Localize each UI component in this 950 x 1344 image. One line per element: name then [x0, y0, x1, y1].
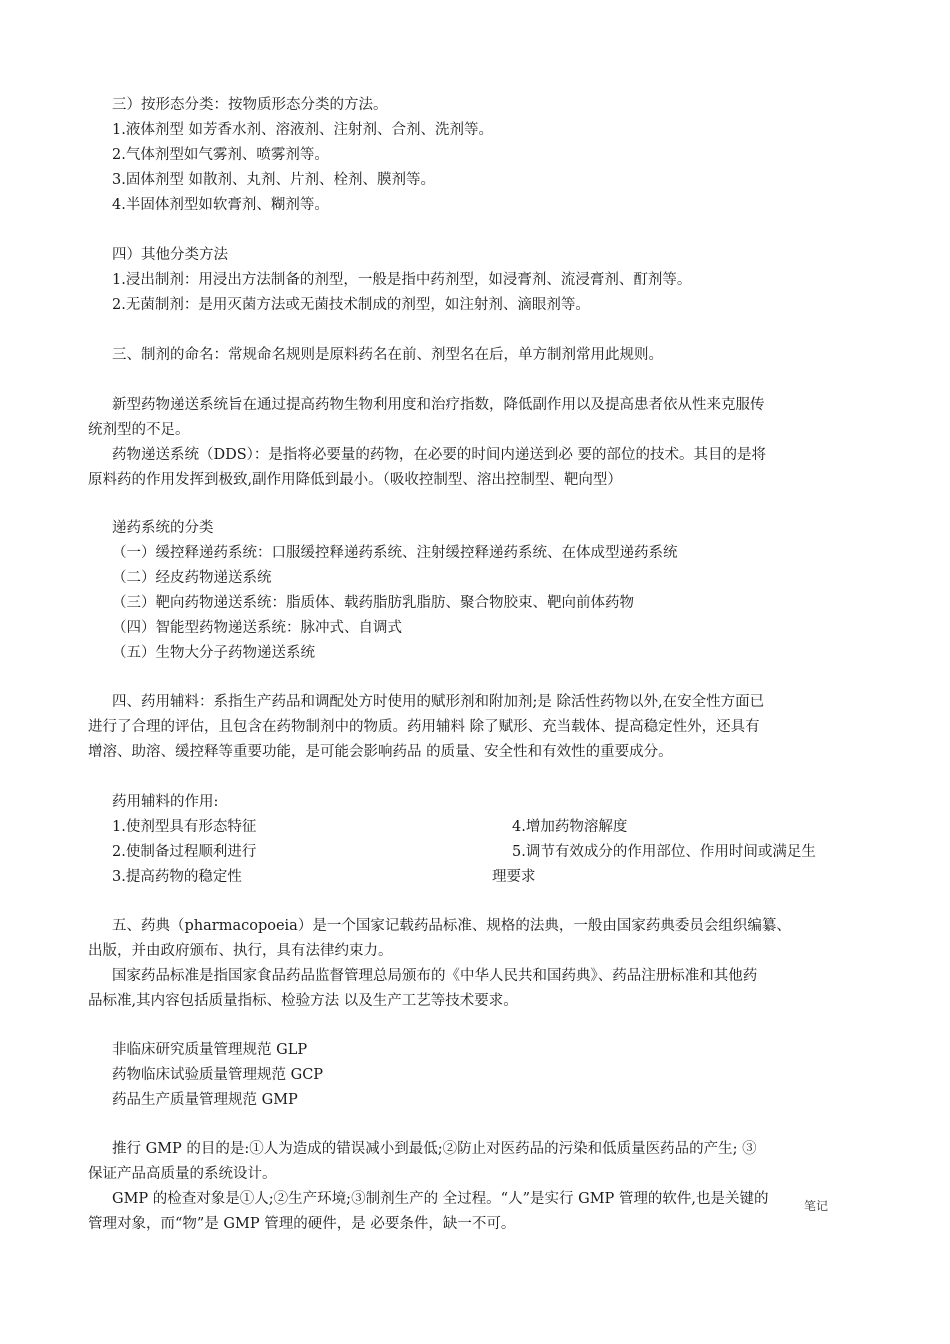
list-item: 1.液体剂型 如芳香水剂、溶液剂、注射剂、合剂、洗剂等。: [112, 122, 493, 138]
list-item: 1.使剂型具有形态特征: [112, 819, 257, 835]
list-item: 2.使制备过程顺利进行: [112, 844, 257, 860]
dds-types-heading: 递药系统的分类: [112, 520, 214, 536]
list-item: 4.增加药物溶解度: [512, 819, 628, 835]
list-item: （一）缓控释递药系统：口服缓控释递药系统、注射缓控释递药系统、在体成型递药系统: [112, 545, 678, 561]
national-standard-line-2: 品标准,其内容包括质量指标、检验方法 以及生产工艺等技术要求。: [88, 993, 518, 1009]
list-item: 3.提高药物的稳定性: [112, 869, 242, 885]
list-item: （三）靶向药物递送系统：脂质体、载药脂肪乳脂肪、聚合物胶束、靶向前体药物: [112, 595, 634, 611]
pharmacopoeia-line-2: 出版，并由政府颁布、执行，具有法律约束力。: [88, 943, 393, 959]
gmp-purpose-line-2: 保证产品高质量的系统设计。: [88, 1166, 277, 1182]
practice-glp: 非临床研究质量管理规范 GLP: [112, 1042, 308, 1058]
practice-gcp: 药物临床试验质量管理规范 GCP: [112, 1067, 324, 1083]
dds-definition-line-1: 药物递送系统（DDS）：是指将必要量的药物，在必要的时间内递送到必 要的部位的技术。其目的是将: [112, 447, 767, 463]
list-item: 5.调节有效成分的作用部位、作用时间或满足生: [512, 844, 816, 860]
list-item: 1.浸出制剂：用浸出方法制备的剂型，一般是指中药剂型，如浸膏剂、流浸膏剂、酊剂等。: [112, 272, 692, 288]
excipients-line-3: 增溶、助溶、缓控释等重要功能，是可能会影响药品 的质量、安全性和有效性的重要成分。: [88, 744, 673, 760]
margin-note: 笔记: [804, 1199, 829, 1213]
naming-paragraph: 三、制剂的命名：常规命名规则是原料药名在前、剂型名在后，单方制剂常用此规则。: [112, 347, 663, 363]
list-item: 4.半固体剂型如软膏剂、糊剂等。: [112, 197, 329, 213]
list-item: 3.固体剂型 如散剂、丸剂、片剂、栓剂、膜剂等。: [112, 172, 435, 188]
gmp-objects-line-2: 管理对象，而“物”是 GMP 管理的硬件，是 必要条件，缺一不可。: [88, 1216, 516, 1232]
national-standard-line-1: 国家药品标准是指国家食品药品监督管理总局颁布的《中华人民共和国药典》、药品注册标准和其他药: [112, 968, 758, 984]
excipients-line-2: 进行了合理的评估，且包含在药物制剂中的物质。药用辅料 除了赋形、充当载体、提高稳定性外，还具有: [88, 719, 760, 735]
gmp-purpose-line-1: 推行 GMP 的目的是:①人为造成的错误减小到最低;②防止对医药品的污染和低质量医药品的产生; ③: [112, 1141, 757, 1157]
list-item: （四）智能型药物递送系统：脉冲式、自调式: [112, 620, 402, 636]
list-item: （二）经皮药物递送系统: [112, 570, 272, 586]
list-item-continuation: 理要求: [492, 869, 536, 885]
gmp-objects-line-1: GMP 的检查对象是①人;②生产环境;③制剂生产的 全过程。“人”是实行 GMP 管理的软件,也是关键的: [112, 1191, 769, 1207]
excipient-roles-heading: 药用辅料的作用:: [112, 794, 219, 810]
new-dds-line-1: 新型药物递送系统旨在通过提高药物生物利用度和治疗指数，降低副作用以及提高患者依从性来克服传: [112, 397, 765, 413]
other-classification-heading: 四）其他分类方法: [112, 247, 228, 263]
dds-definition-line-2: 原料药的作用发挥到极致,副作用降低到最小。（吸收控制型、溶出控制型、靶向型）: [88, 472, 622, 488]
list-item: 2.气体剂型如气雾剂、喷雾剂等。: [112, 147, 329, 163]
excipients-line-1: 四、药用辅料：系指生产药品和调配处方时使用的赋形剂和附加剂;是 除活性药物以外,在安全性方面已: [112, 694, 765, 710]
list-item: （五）生物大分子药物递送系统: [112, 645, 315, 661]
list-item: 2.无菌制剂：是用灭菌方法或无菌技术制成的剂型，如注射剂、滴眼剂等。: [112, 297, 590, 313]
pharmacopoeia-line-1: 五、药典（pharmacopoeia）是一个国家记载药品标准、规格的法典，一般由国家药典委员会组织编纂、: [112, 918, 791, 934]
practice-gmp: 药品生产质量管理规范 GMP: [112, 1092, 298, 1108]
form-classification-heading: 三）按形态分类：按物质形态分类的方法。: [112, 97, 388, 113]
new-dds-line-2: 统剂型的不足。: [88, 422, 190, 438]
